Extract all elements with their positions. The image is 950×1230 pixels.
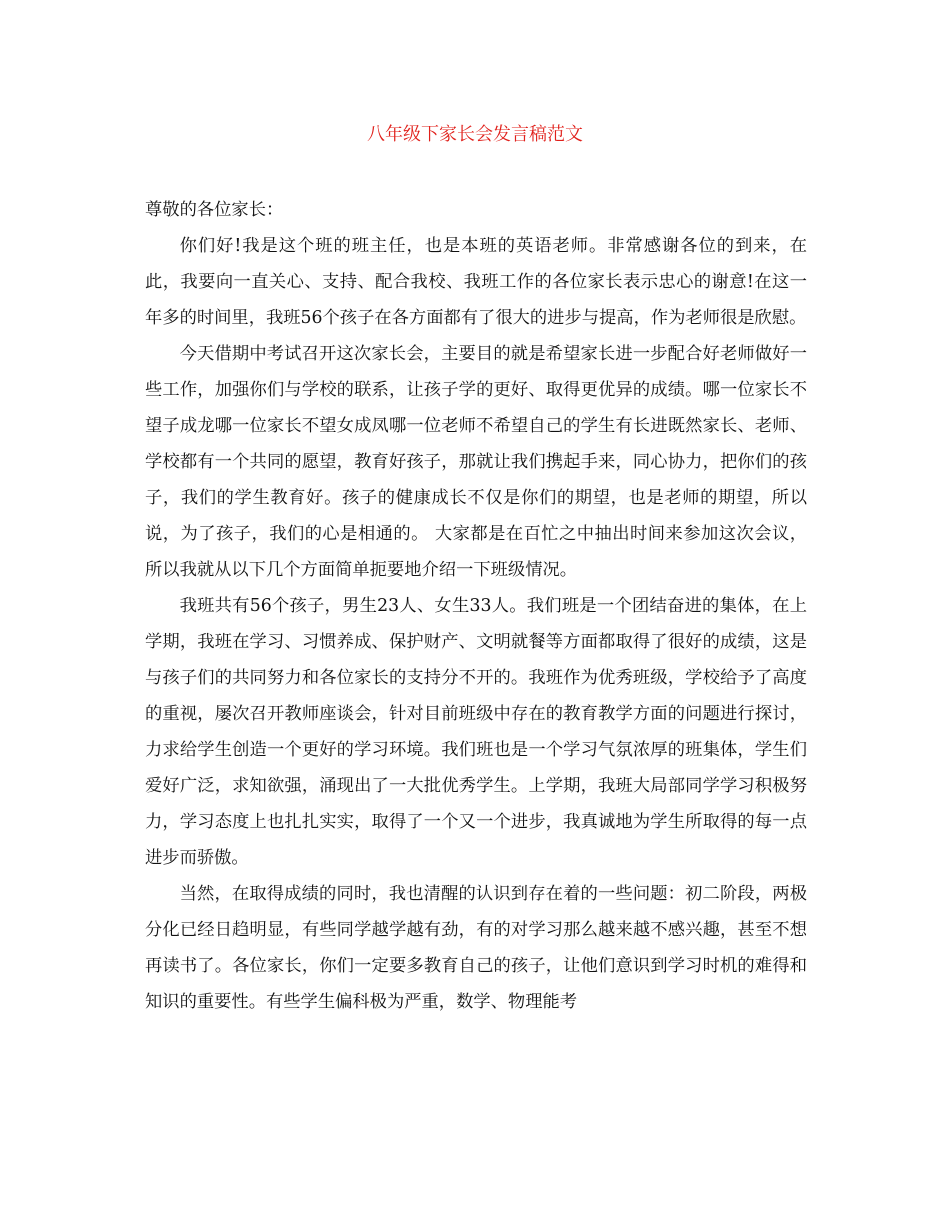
paragraph-2: 今天借期中考试召开这次家长会，主要目的就是希望家长进一步配合好老师做好一些工作，加强你们与学校的联系，让孩子学的更好、取得更优异的成绩。哪一位家长不望子成龙哪一位家长不望女成凤哪一位老师不希望自己的学生有长进既然家长、老师、学校都有一个共同的愿望，教育好孩子，那就让我们携起手来，同心协力，把你们的孩子，我们的学生教育好。孩子的健康成长不仅是你们的期望，也是老师的期望，所以说，为了孩子，我们的心是相通的。 大家都是在百忙之中抽出时间来参加这次会议，所以我就从以下几个方面简单扼要地介绍一下班级情况。 [145, 344, 807, 580]
paragraph-1: 你们好!我是这个班的班主任，也是本班的英语老师。非常感谢各位的到来，在此，我要向一直关心、支持、配合我校、我班工作的各位家长表示忠心的谢意!在这一年多的时间里，我班56个孩子在各方面都有了很大的进步与提高，作为老师很是欣慰。 [145, 236, 807, 328]
document-body [145, 192, 807, 1020]
salutation: 尊敬的各位家长： [145, 200, 284, 220]
paragraph-4: 当然，在取得成绩的同时，我也清醒的认识到存在着的一些问题：初二阶段，两极分化已经日趋明显，有些同学越学越有劲，有的对学习那么越来越不感兴趣，甚至不想再读书了。各位家长，你们一定要多教育自己的孩子，让他们意识到学习时机的难得和知识的重要性。有些学生偏科极为严重，数学、物理能考 [145, 884, 807, 1012]
document-title: 八年级下家长会发言稿范文 [367, 124, 583, 145]
paragraph-3: 我班共有56个孩子，男生23人、女生33人。我们班是一个团结奋进的集体，在上学期，我班在学习、习惯养成、保护财产、文明就餐等方面都取得了很好的成绩，这是与孩子们的共同努力和各位家长的支持分不开的。我班作为优秀班级，学校给予了高度的重视，屡次召开教师座谈会，针对目前班级中存在的教育教学方面的问题进行探讨，力求给学生创造一个更好的学习环境。我们班也是一个学习气氛浓厚的班集体，学生们爱好广泛，求知欲强，涌现出了一大批优秀学生。上学期，我班大局部同学学习积极努力，学习态度上也扎扎实实，取得了一个又一个进步，我真诚地为学生所取得的每一点进步而骄傲。 [145, 596, 807, 868]
